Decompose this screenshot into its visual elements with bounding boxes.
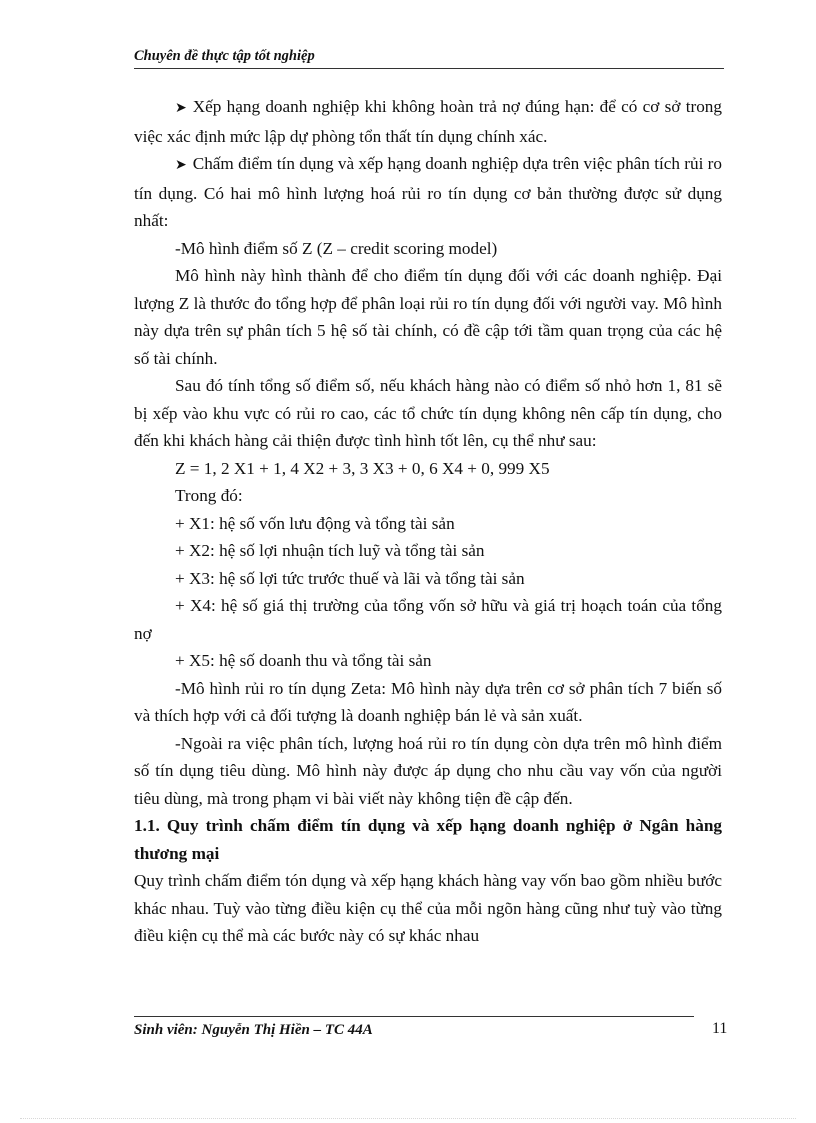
model-z-description: Mô hình này hình thành để cho điểm tín dụng đối với các doanh nghiệp. Đại lượng Z là thước đo tổng hợp để phân loại rủi ro tín dụng đối với người vay. Mô hình này dựa trên sự phân tích 5 hệ số tài chính, có đề cập tới tầm quan trọng của các hệ số tài chính. (134, 266, 722, 368)
where-label: Trong đó: (175, 486, 243, 505)
z-formula: Z = 1, 2 X1 + 1, 4 X2 + 3, 3 X3 + 0, 6 X4 + 0, 999 X5 (175, 458, 550, 478)
running-header: Chuyên đề thực tập tốt nghiệp (134, 48, 724, 69)
variable-x3: + X3: hệ số lợi tức trước thuế và lãi và tổng tài sản (175, 568, 525, 588)
bullet-text-2: Chấm điểm tín dụng và xếp hạng doanh nghiệp dựa trên việc phân tích rủi ro tín dụng. Có hai mô hình lượng hoá rủi ro tín dụng cơ bản thường được sử dụng nhất: (134, 154, 722, 230)
variable-x5: + X5: hệ số doanh thu và tổng tài sản (175, 651, 432, 670)
arrow-bullet-icon: ➤ (175, 101, 187, 116)
section-heading: 1.1. Quy trình chấm điểm tín dụng và xếp hạng doanh nghiệp ở Ngân hàng thương mại (134, 816, 722, 863)
page-number: 11 (712, 1020, 728, 1037)
model-z-title: -Mô hình điểm số Z (Z – credit scoring model) (175, 238, 498, 258)
bullet-paragraph-1 (134, 93, 722, 150)
variable-x2: + X2: hệ số lợi nhuận tích luỹ và tổng tài sản (175, 541, 485, 560)
document-body (134, 93, 722, 950)
process-paragraph: Quy trình chấm điểm tón dụng và xếp hạng khách hàng vay vốn bao gồm nhiều bước khác nhau. Tuỳ vào từng điều kiện cụ thể của mỗi ngõn hàng cũng như tuỳ vào từng điều kiện cụ thể mà các bước này có sự khác nhau (134, 871, 722, 945)
bullet-paragraph-2 (134, 150, 722, 235)
variable-x4: + X4: hệ số giá thị trường của tổng vốn sở hữu và giá trị hoạch toán của tổng nợ (134, 596, 722, 643)
score-sum-paragraph: Sau đó tính tổng số điểm số, nếu khách hàng nào có điểm số nhỏ hơn 1, 81 sẽ bị xếp vào khu vực có rủi ro cao, các tổ chức tín dụng không nên cấp tín dụng, cho đến khi khách hàng cải thiện được tình hình tốt lên, cụ thể như sau: (134, 376, 722, 450)
bullet-text-1: Xếp hạng doanh nghiệp khi không hoàn trả nợ đúng hạn: để có cơ sở trong việc xác định mức lập dự phòng tổn thất tín dụng chính xác. (134, 97, 722, 146)
page-bottom-border (20, 1118, 796, 1119)
footer-student: Sinh viên: Nguyễn Thị Hiền – TC 44A (134, 1022, 373, 1038)
consumer-model-paragraph: -Ngoài ra việc phân tích, lượng hoá rủi ro tín dụng còn dựa trên mô hình điểm số tín dụng tiêu dùng. Mô hình này được áp dụng cho nhu cầu vay vốn của người tiêu dùng, mà trong phạm vi bài viết này không tiện đề cập đến. (134, 733, 722, 808)
zeta-model-paragraph: -Mô hình rủi ro tín dụng Zeta: Mô hình này dựa trên cơ sở phân tích 7 biến số và thích hợp với cả đối tượng là doanh nghiệp bán lẻ và sản xuất. (134, 678, 722, 725)
variable-x1: + X1: hệ số vốn lưu động và tổng tài sản (175, 513, 455, 533)
arrow-bullet-icon: ➤ (175, 158, 187, 173)
footer-divider (134, 1016, 694, 1017)
